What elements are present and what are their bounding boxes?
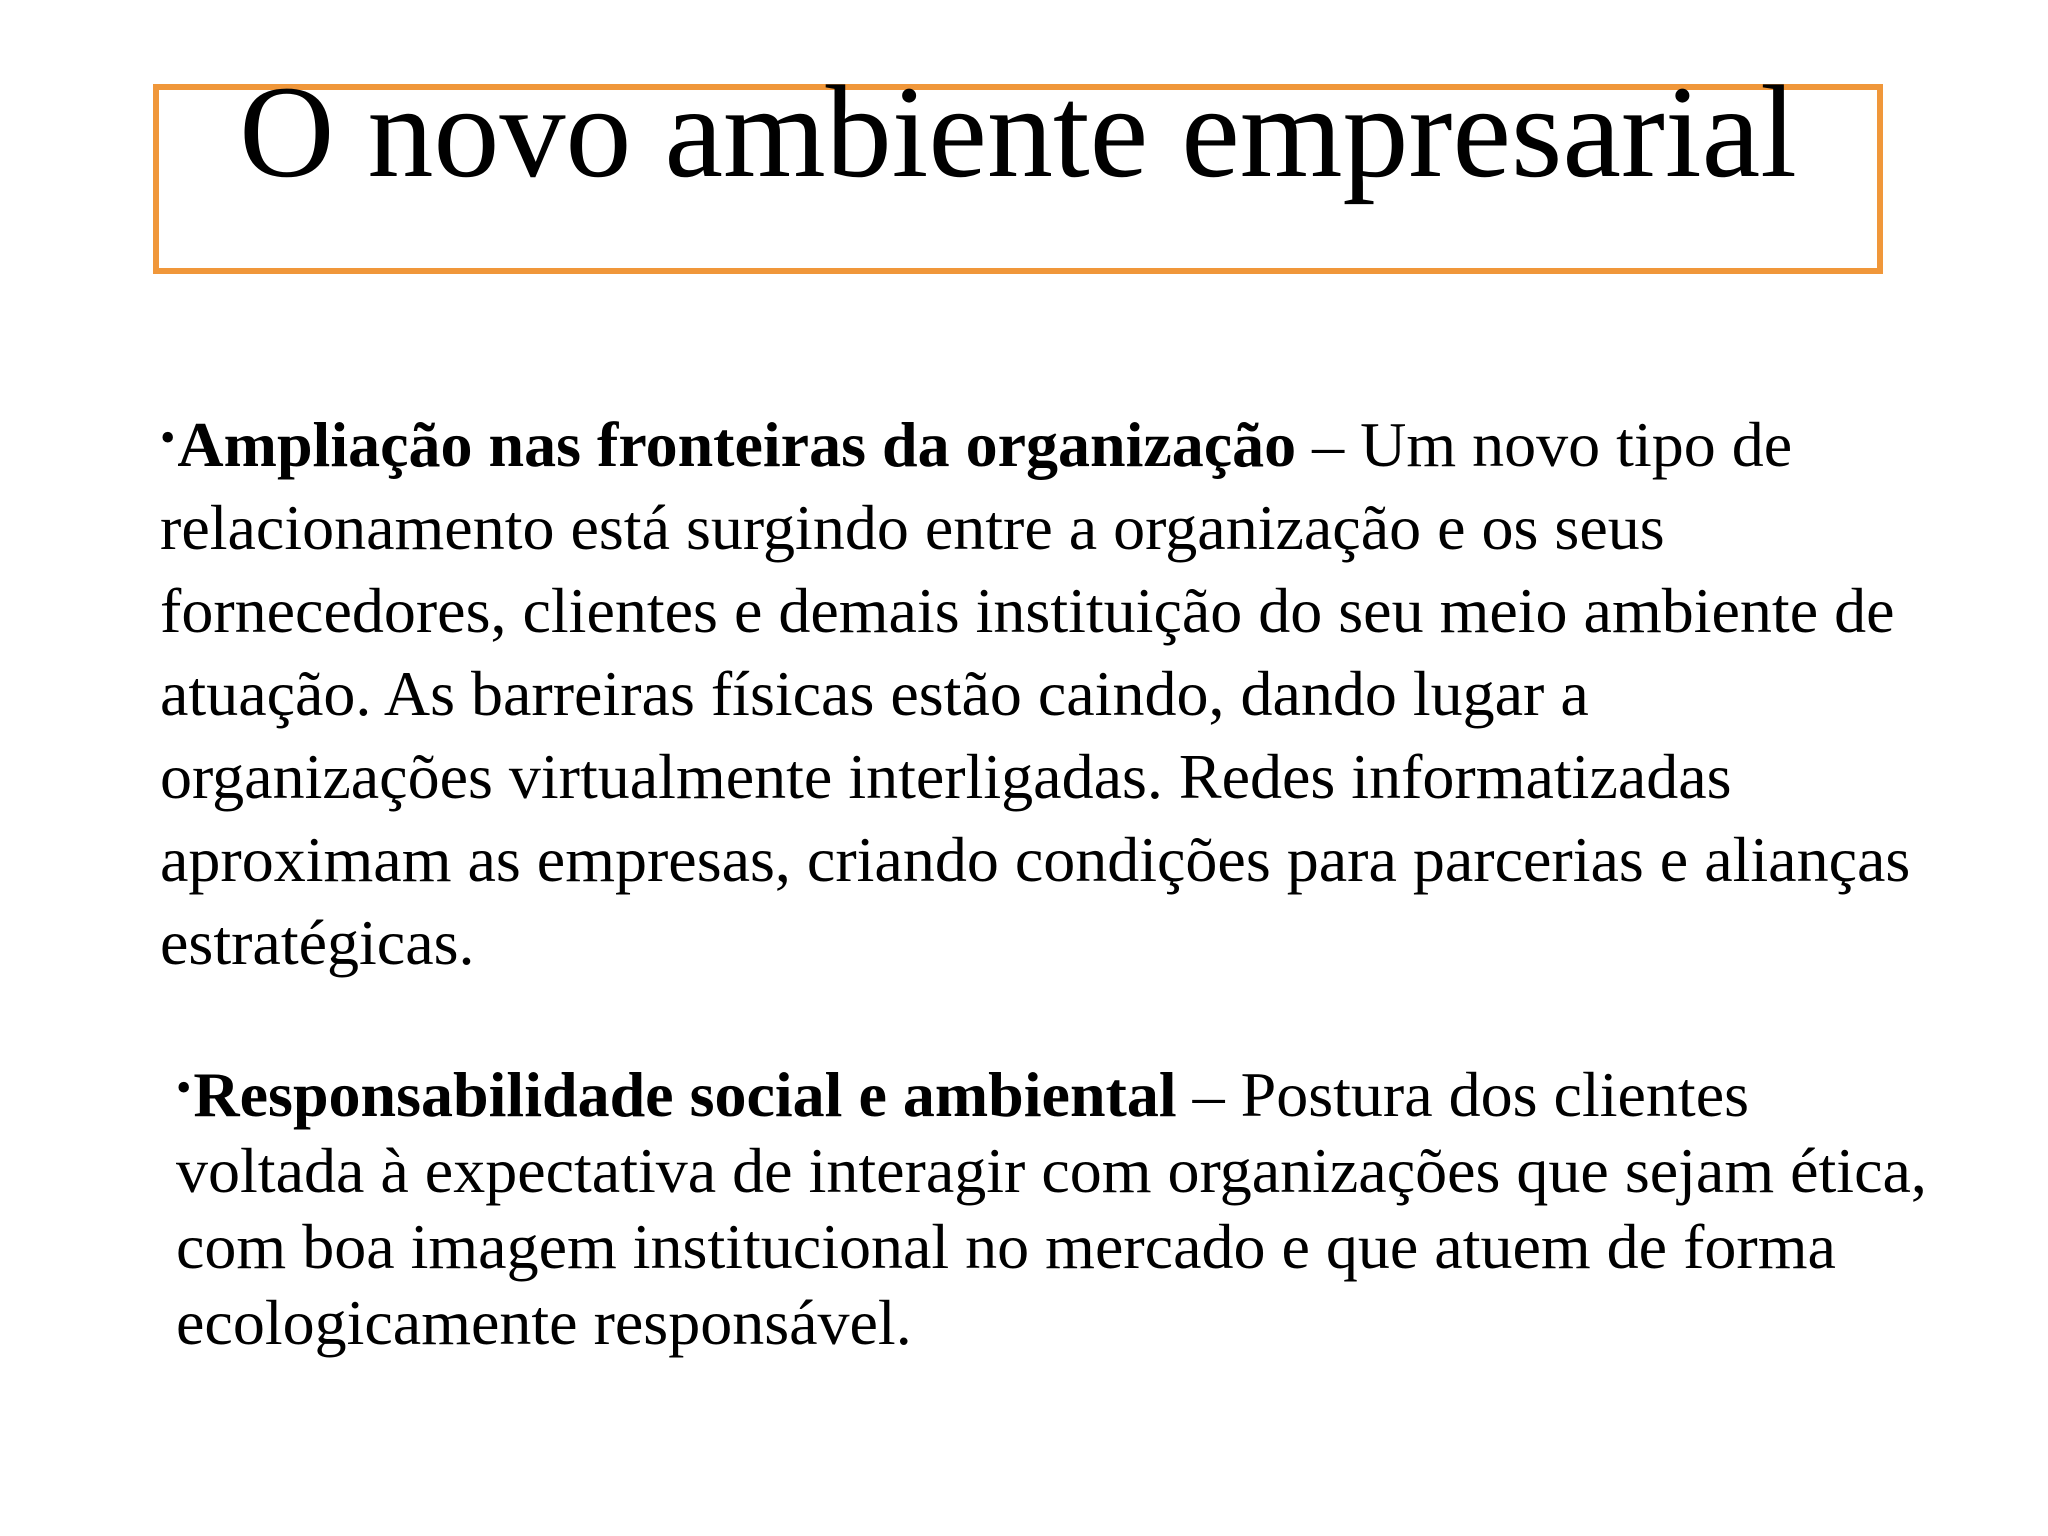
bullet-separator: –: [1176, 1059, 1241, 1130]
bullet-body: Postura dos clientes voltada à expectativa de interagir com organizações que sejam ética, com boa imagem institucional no mercado e que atuem de forma ecologicamente responsável.: [176, 1059, 1927, 1358]
bullet-heading: Responsabilidade social e ambiental: [193, 1059, 1177, 1130]
bullet-heading: Ampliação nas fronteiras da organização: [177, 409, 1297, 480]
bullet-point-fronteiras: [160, 396, 1920, 984]
bullet-body: Um novo tipo de relacionamento está surgindo entre a organização e os seus fornecedores, clientes e demais instituição do seu meio ambiente de atuação. As barreiras físicas estão caindo, dando lugar a organizações virtualmente interligadas. Redes informatizadas aproximam as empresas, criando condições para parcerias e alianças estratégicas.: [160, 409, 1911, 978]
bullet-glyph: •: [160, 413, 176, 462]
title-frame: [153, 57, 1883, 274]
bullet-separator: –: [1296, 409, 1361, 480]
bullet-glyph: •: [176, 1063, 192, 1112]
bullet-point-responsabilidade: [176, 1050, 1936, 1361]
slide-title: O novo ambiente empresarial: [239, 57, 1797, 205]
